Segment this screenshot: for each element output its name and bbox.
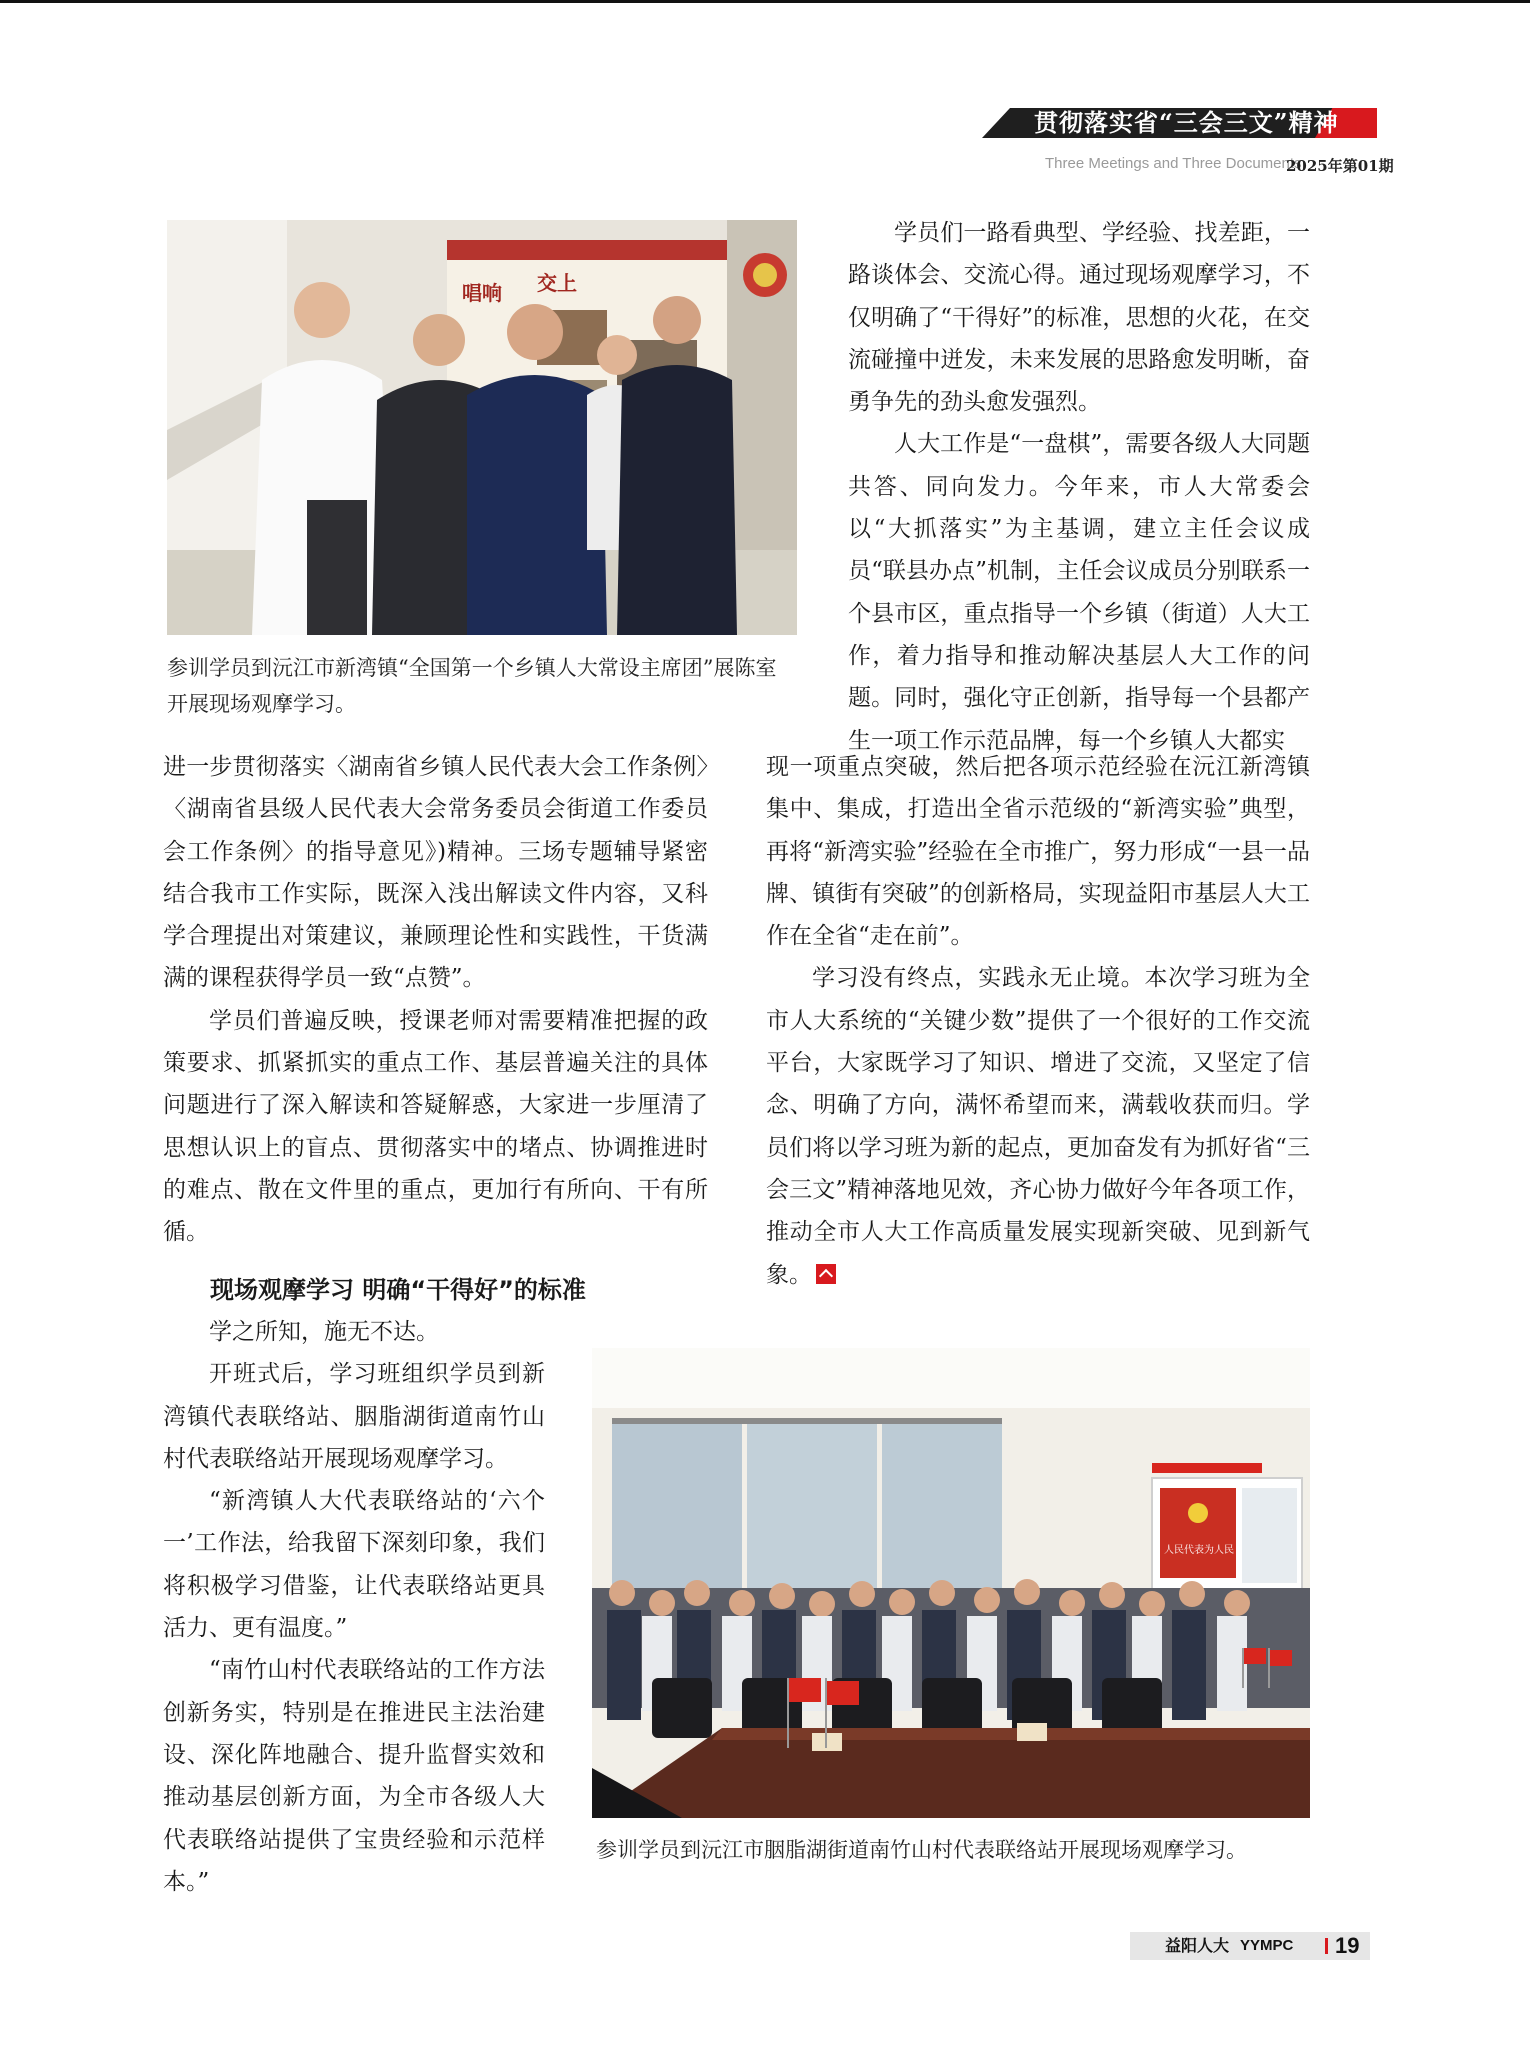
top-rule xyxy=(0,0,1530,3)
header-title: 贯彻落实省“三会三文”精神 xyxy=(1034,108,1339,137)
wall-slogan: 人民代表为人民 xyxy=(1164,1545,1234,1556)
bottom-left-paragraph-3: “新湾镇人大代表联络站的‘六个一’工作法，给我留下深刻印象，我们将积极学习借鉴，让代表联络站更具活力、更有温度。” xyxy=(163,1488,545,1642)
wall-text-2: 交上 xyxy=(537,271,577,295)
right-column-top xyxy=(848,212,1310,762)
wall-text-1: 唱响 xyxy=(462,281,502,305)
bottom-left-column xyxy=(163,1311,545,1903)
right-paragraph-3: 现一项重点突破，然后把各项示范经验在沅江新湾镇集中、集成，打造出全省示范级的“新湾实验”典型，再将“新湾实验”经验在全市推广，努力形成“一县一品牌、镇街有突破”的创新格局，实现益阳市基层人大工作在全省“走在前”。 xyxy=(766,754,1310,950)
right-paragraph-2: 人大工作是“一盘棋”，需要各级人大同题共答、同向发力。今年来，市人大常委会以“大抓落实”为主基调，建立主任会议成员“联县办点”机制，主任会议成员分别联系一个县市区，重点指导一个乡镇（街道）人大工作，着力指导和推动解决基层人大工作的问题。同时，强化守正创新，指导每一个县都产生一项工作示范品牌，每一个乡镇人大都实 xyxy=(848,431,1310,754)
bottom-left-paragraph-1: 学之所知，施无不达。 xyxy=(209,1319,439,1345)
bottom-left-paragraph-2: 开班式后，学习班组织学员到新湾镇代表联络站、胭脂湖街道南竹山村代表联络站开展现场观摩学习。 xyxy=(163,1361,545,1472)
right-paragraph-1: 学员们一路看典型、学经验、找差距，一路谈体会、交流心得。通过现场观摩学习，不仅明确了“干得好”的标准，思想的火花，在交流碰撞中迸发，未来发展的思路愈发明晰，奋勇争先的劲头愈发强烈。 xyxy=(848,220,1310,416)
photo1-caption: 参训学员到沅江市新湾镇“全国第一个乡镇人大常设主席团”展陈室开展现场观摩学习。 xyxy=(167,656,777,716)
left-paragraph-2: 学员们普遍反映，授课老师对需要精准把握的政策要求、抓紧抓实的重点工作、基层普遍关注的具体问题进行了深入解读和答疑解惑，大家进一步厘清了思想认识上的盲点、贯彻落实中的堵点、协调推进时的难点、散在文件里的重点，更加行有所向、干有所循。 xyxy=(163,1007,708,1246)
publication-code: YYMPC xyxy=(1240,1937,1294,1954)
publication-name: 益阳人大 xyxy=(1165,1936,1230,1955)
left-paragraph-1: 进一步贯彻落实〈湖南省乡镇人民代表大会工作条例〉〈湖南省县级人民代表大会常务委员会街道工作委员会工作条例〉的指导意见》)精神。三场专题辅导紧密结合我市工作实际，既深入浅出解读文件内容，又科学合理提出对策建议，兼顾理论性和实践性，干货满满的课程获得学员一致“点赞”。 xyxy=(163,754,708,992)
right-paragraph-4 xyxy=(766,957,1310,1295)
section-heading: 现场观摩学习 明确“干得好”的标准 xyxy=(210,1276,586,1304)
page-footer xyxy=(1130,1932,1370,1960)
left-column xyxy=(163,746,708,1254)
right-paragraph-4-text: 学习没有终点，实践永无止境。本次学习班为全市人大系统的“关键少数”提供了一个很好的工作交流平台，大家既学习了知识、增进了交流，又坚定了信念、明确了方向，满怀希望而来，满载收获而归。学员们将以学习班为新的起点，更加奋发有为抓好省“三会三文”精神落地见效，齐心协力做好今年各项工作，推动全市人大工作高质量发展实现新突破、见到新气象。 xyxy=(766,965,1310,1288)
photo-exhibition-room xyxy=(167,220,797,635)
header-subtitle-en: Three Meetings and Three Documents xyxy=(1045,155,1302,172)
issue-number: 2025年第01期 xyxy=(1286,157,1394,175)
bottom-left-paragraph-4: “南竹山村代表联络站的工作方法创新务实，特别是在推进民主法治建设、深化阵地融合、提升监督实效和推动基层创新方面，为全市各级人大代表联络站提供了宝贵经验和示范样本。” xyxy=(163,1657,545,1895)
photo2-caption: 参训学员到沅江市胭脂湖街道南竹山村代表联络站开展现场观摩学习。 xyxy=(596,1838,1247,1862)
article-end-icon xyxy=(816,1264,836,1284)
section-header xyxy=(982,108,1377,146)
photo-liaison-station xyxy=(592,1348,1310,1818)
page-number: 19 xyxy=(1335,1933,1360,1958)
header-notch xyxy=(982,108,1010,138)
footer-separator xyxy=(1325,1938,1328,1954)
right-column-bottom xyxy=(766,746,1310,1296)
